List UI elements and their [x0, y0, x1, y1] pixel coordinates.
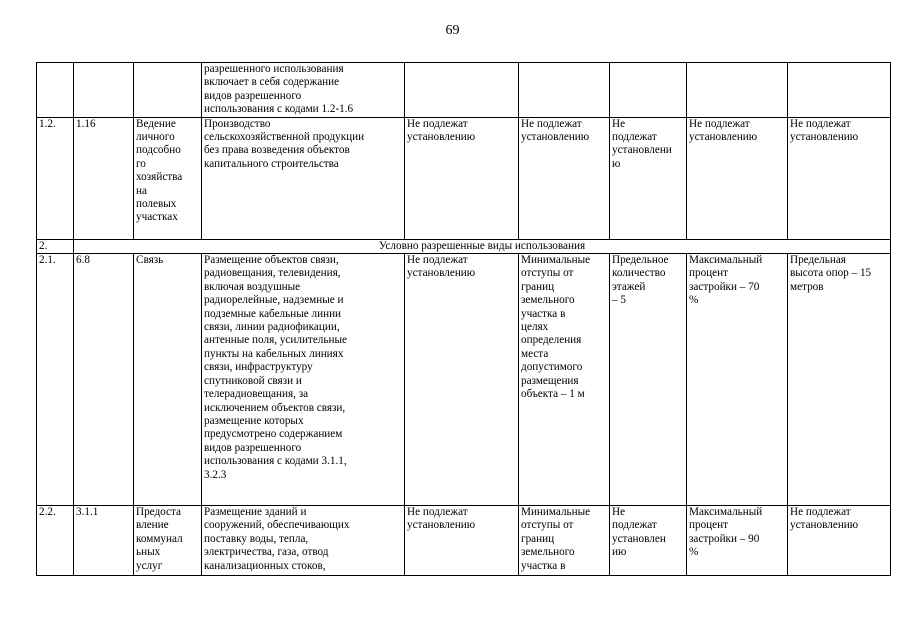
code-cell	[74, 63, 134, 118]
use-name-cell: Предоста вление коммунал ьных услуг	[134, 506, 202, 576]
table-row-1-2	[37, 117, 891, 239]
section-title: Условно разрешенные виды использования	[74, 239, 891, 253]
param-cell-2: Не подлежат установлению	[519, 117, 610, 239]
page-number: 69	[445, 23, 460, 38]
param-cell-5: Предельная высота опор – 15 метров	[788, 254, 891, 506]
description-cell: Производство сельскохозяйственной продукции без права возведения объектов капитального строительства	[202, 117, 405, 239]
code-cell: 1.16	[74, 117, 134, 239]
param-cell-2: Минимальные отступы от границ земельного участка в	[519, 506, 610, 576]
table-row-continuation	[37, 63, 891, 118]
param-cell-2: Минимальные отступы от границ земельного участка в целях определения места допустимого размещения объекта – 1 м	[519, 254, 610, 506]
description-cell: разрешенного использования включает в себя содержание видов разрешенного использования с кодами 1.2-1.6	[202, 63, 405, 118]
row-number-cell	[37, 63, 74, 118]
param-cell-5	[788, 63, 891, 118]
use-name-cell: Ведение личного подсобно го хозяйства на полевых участках	[134, 117, 202, 239]
section-number: 2.	[37, 239, 74, 253]
param-cell-4: Не подлежат установлению	[687, 117, 788, 239]
param-cell-3: Не подлежат установлени ю	[610, 117, 687, 239]
param-cell-1: Не подлежат установлению	[405, 506, 519, 576]
land-use-regulations-table	[36, 62, 891, 576]
param-cell-5: Не подлежат установлению	[788, 117, 891, 239]
code-cell: 6.8	[74, 254, 134, 506]
param-cell-3: Не подлежат установлен ию	[610, 506, 687, 576]
section-row	[37, 239, 891, 253]
row-number-cell: 2.1.	[37, 254, 74, 506]
param-cell-3: Предельное количество этажей – 5	[610, 254, 687, 506]
param-cell-5: Не подлежат установлению	[788, 506, 891, 576]
param-cell-4	[687, 63, 788, 118]
table-row-2-1	[37, 254, 891, 506]
row-number-cell: 1.2.	[37, 117, 74, 239]
param-cell-1: Не подлежат установлению	[405, 117, 519, 239]
param-cell-4: Максимальный процент застройки – 70 %	[687, 254, 788, 506]
param-cell-4: Максимальный процент застройки – 90 %	[687, 506, 788, 576]
param-cell-1: Не подлежат установлению	[405, 254, 519, 506]
param-cell-3	[610, 63, 687, 118]
use-name-cell: Связь	[134, 254, 202, 506]
table-row-2-2	[37, 506, 891, 576]
param-cell-1	[405, 63, 519, 118]
use-name-cell	[134, 63, 202, 118]
row-number-cell: 2.2.	[37, 506, 74, 576]
description-cell: Размещение объектов связи, радиовещания, телевидения, включая воздушные радиорелейные, надземные и подземные кабельные линии связи, линии радиофикации, антенные поля, усилительные пункты на кабельных линиях связи, инфраструктуру спутниковой связи и телерадиовещания, за исключением объектов связи, размещение которых предусмотрено содержанием видов разрешенного использования с кодами 3.1.1, 3.2.3	[202, 254, 405, 506]
description-cell: Размещение зданий и сооружений, обеспечивающих поставку воды, тепла, электричества, газа, отвод канализационных стоков,	[202, 506, 405, 576]
param-cell-2	[519, 63, 610, 118]
code-cell: 3.1.1	[74, 506, 134, 576]
